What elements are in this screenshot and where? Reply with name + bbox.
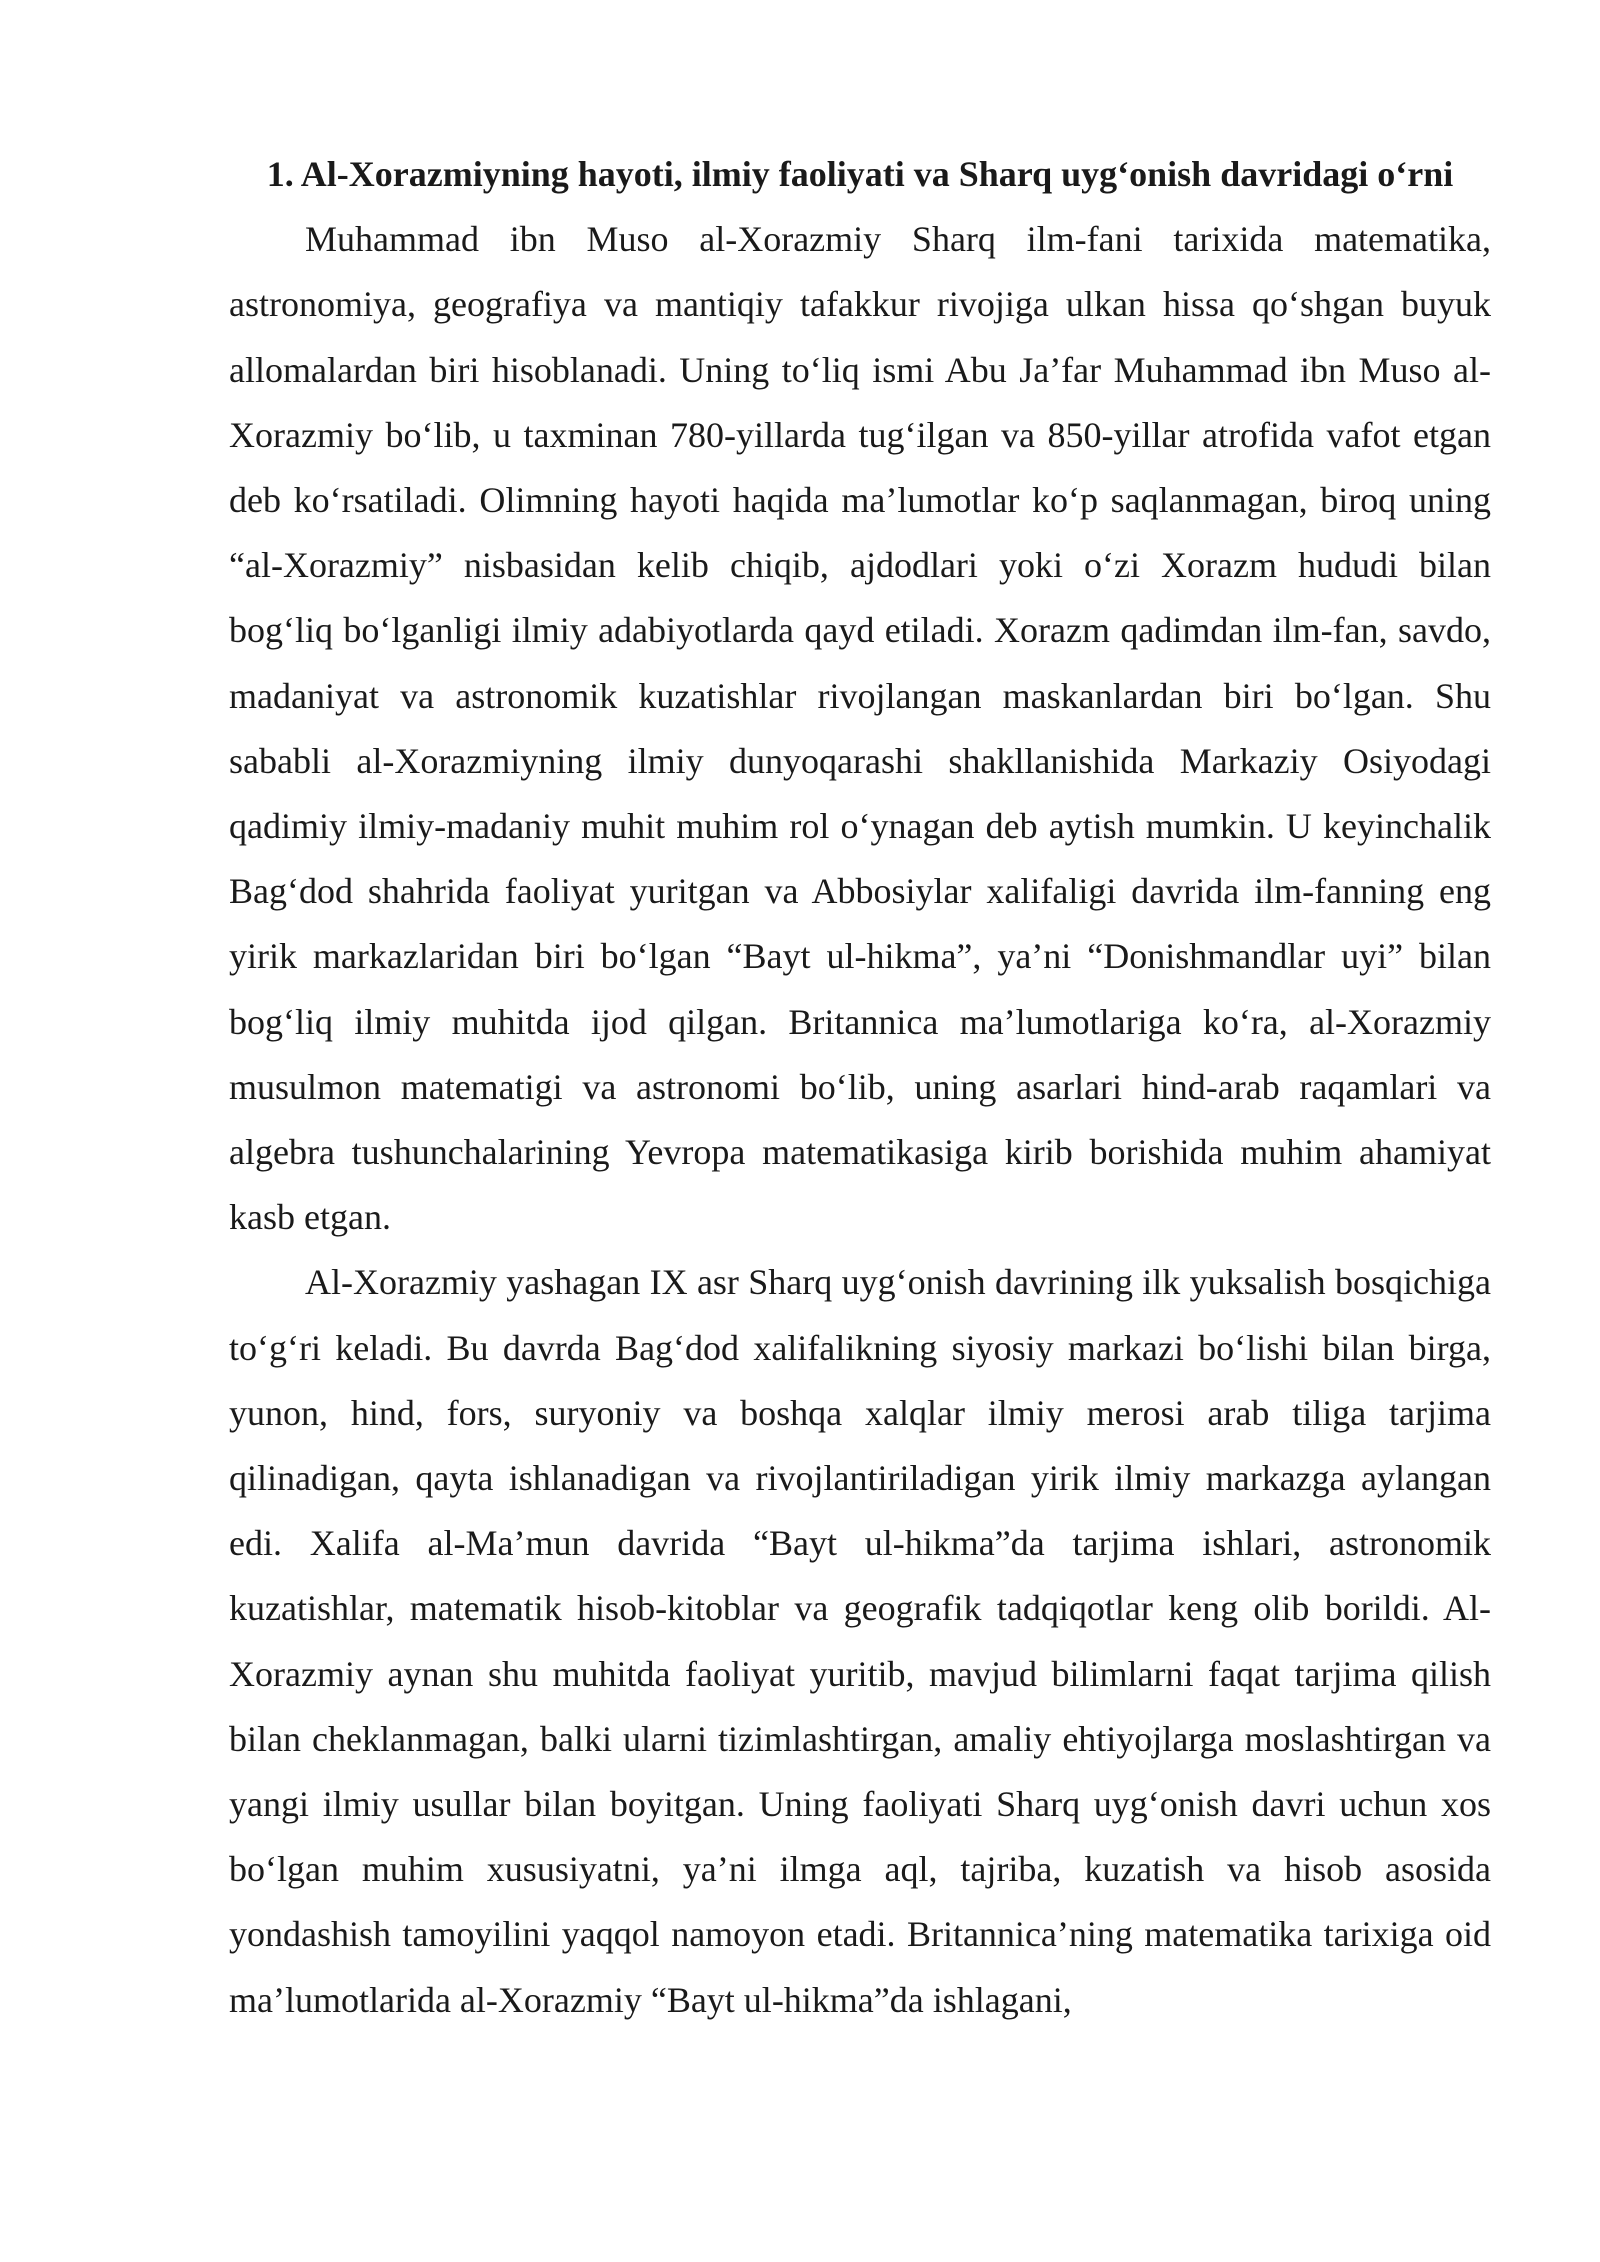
paragraph-biography: Muhammad ibn Muso al-Xorazmiy Sharq ilm-fani tarixida matematika, astronomiya, geografiya va mantiqiy tafakkur rivojiga ulkan hissa qo‘shgan buyuk allomalardan biri hisoblanadi. Uning to‘liq ismi Abu Ja’far Muhammad ibn Muso al-Xorazmiy bo‘lib, u taxminan 780-yillarda tug‘ilgan va 850-yillar atrofida vafot etgan deb ko‘rsatiladi. Olimning hayoti haqida ma’lumotlar ko‘p saqlanmagan, biroq uning “al-Xorazmiy” nisbasidan kelib chiqib, ajdodlari yoki o‘zi Xorazm hududi bilan bog‘liq bo‘lganligi ilmiy adabiyotlarda qayd etiladi. Xorazm qadimdan ilm-fan, savdo, madaniyat va astronomik kuzatishlar rivojlangan maskanlardan biri bo‘lgan. Shu sababli al-Xorazmiyning ilmiy dunyoqarashi shakllanishida Markaziy Osiyodagi qadimiy ilmiy-madaniy muhit muhim rol o‘ynagan deb aytish mumkin. U keyinchalik Bag‘dod shahrida faoliyat yuritgan va Abbosiylar xalifaligi davrida ilm-fanning eng yirik markazlaridan biri bo‘lgan “Bayt ul-hikma”, ya’ni “Donishmandlar uyi” bilan bog‘liq ilmiy muhitda ijod qilgan. Britannica ma’lumotlariga ko‘ra, al-Xorazmiy musulmon matematigi va astronomi bo‘lib, uning asarlari hind-arab raqamlari va algebra tushunchalarining Yevropa matematikasiga kirib borishida muhim ahamiyat kasb etgan. bbox=[229, 219, 1491, 1238]
paragraph-renaissance-context: Al-Xorazmiy yashagan IX asr Sharq uyg‘onish davrining ilk yuksalish bosqichiga to‘g‘ri keladi. Bu davrda Bag‘dod xalifalikning siyosiy markazi bo‘lishi bilan birga, yunon, hind, fors, suryoniy va boshqa xalqlar ilmiy merosi arab tiliga tarjima qilinadigan, qayta ishlanadigan va rivojlantiriladigan yirik ilmiy markazga aylangan edi. Xalifa al-Ma’mun davrida “Bayt ul-hikma”da tarjima ishlari, astronomik kuzatishlar, matematik hisob-kitoblar va geografik tadqiqotlar keng olib borildi. Al-Xorazmiy aynan shu muhitda faoliyat yuritib, mavjud bilimlarni faqat tarjima qilish bilan cheklanmagan, balki ularni tizimlashtirgan, amaliy ehtiyojlarga moslashtirgan va yangi ilmiy usullar bilan boyitgan. Uning faoliyati Sharq uyg‘onish davri uchun xos bo‘lgan muhim xususiyatni, ya’ni ilmga aql, tajriba, kuzatish va hisob asosida yondashish tamoyilini yaqqol namoyon etadi. Britannica’ning matematika tarixiga oid ma’lumotlarida al-Xorazmiy “Bayt ul-hikma”da ishlagani, bbox=[229, 1262, 1491, 2020]
section-heading: 1. Al-Xorazmiyning hayoti, ilmiy faoliyati va Sharq uyg‘onish davridagi o‘rni bbox=[266, 154, 1454, 194]
document-body bbox=[229, 142, 1491, 2033]
